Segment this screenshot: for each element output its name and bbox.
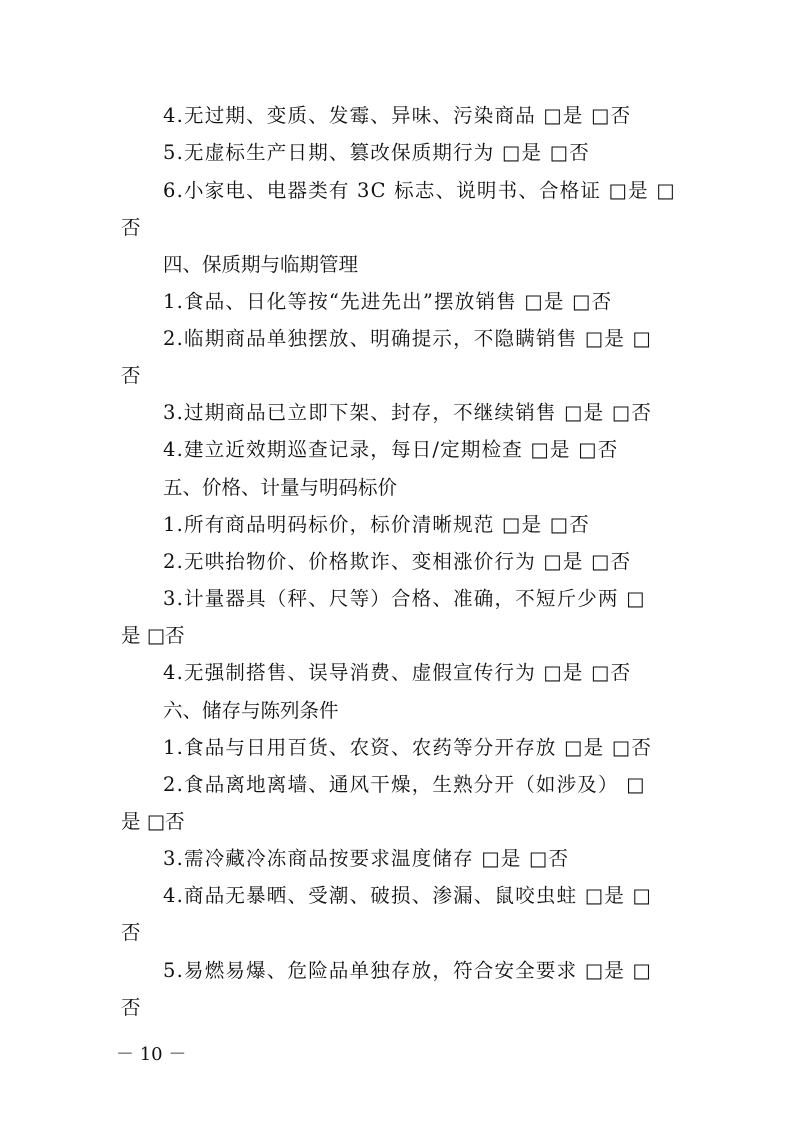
section-heading-6: 六、储存与陈列条件	[163, 699, 339, 722]
section-heading-5: 五、价格、计量与明码标价	[163, 476, 398, 499]
item-hazardous-storage: 5.易燃易爆、危险品单独存放，符合安全要求 □是 □	[163, 959, 653, 982]
item-off-floor-storage: 2.食品离地离墙、通风干燥，生熟分开（如涉及） □	[163, 773, 646, 796]
item-separate-storage: 1.食品与日用百货、农资、农药等分开存放 □是 □否	[163, 736, 653, 759]
item-no-false-dates: 5.无虚标生产日期、篡改保质期行为 □是 □否	[163, 141, 590, 164]
item-no-damage: 4.商品无暴晒、受潮、破损、渗漏、鼠咬虫蛀 □是 □	[163, 884, 653, 907]
item-cold-storage: 3.需冷藏冷冻商品按要求温度储存 □是 □否	[163, 847, 570, 870]
page-number: － 10 －	[116, 1044, 187, 1065]
item-no-price-gouging: 2.无哄抬物价、价格欺诈、变相涨价行为 □是 □否	[163, 550, 632, 573]
section-heading-4: 四、保质期与临期管理	[163, 253, 359, 276]
item-near-expiry-separate: 2.临期商品单独摆放、明确提示，不隐瞒销售 □是 □	[163, 327, 653, 350]
item-clear-price-tags: 1.所有商品明码标价，标价清晰规范 □是 □否	[163, 513, 590, 536]
item-3c-mark-continued: 否	[121, 216, 141, 239]
item-near-expiry-continued: 否	[121, 364, 141, 387]
item-no-expired-goods: 4.无过期、变质、发霉、异味、污染商品 □是 □否	[163, 104, 632, 127]
item-3c-mark: 6.小家电、电器类有 3C 标志、说明书、合格证 □是 □	[163, 179, 676, 202]
item-no-damage-continued: 否	[121, 921, 141, 944]
item-no-forced-bundling: 4.无强制搭售、误导消费、虚假宣传行为 □是 □否	[163, 661, 632, 684]
item-hazardous-storage-continued: 否	[121, 996, 141, 1019]
item-inspection-records: 4.建立近效期巡查记录，每日/定期检查 □是 □否	[163, 438, 619, 461]
item-measuring-tools: 3.计量器具（秤、尺等）合格、准确，不短斤少两 □	[163, 587, 646, 610]
item-measuring-tools-continued: 是 □否	[121, 624, 185, 647]
item-expired-removed: 3.过期商品已立即下架、封存，不继续销售 □是 □否	[163, 401, 653, 424]
item-off-floor-storage-continued: 是 □否	[121, 810, 185, 833]
item-fifo-display: 1.食品、日化等按“先进先出”摆放销售 □是 □否	[163, 290, 613, 313]
